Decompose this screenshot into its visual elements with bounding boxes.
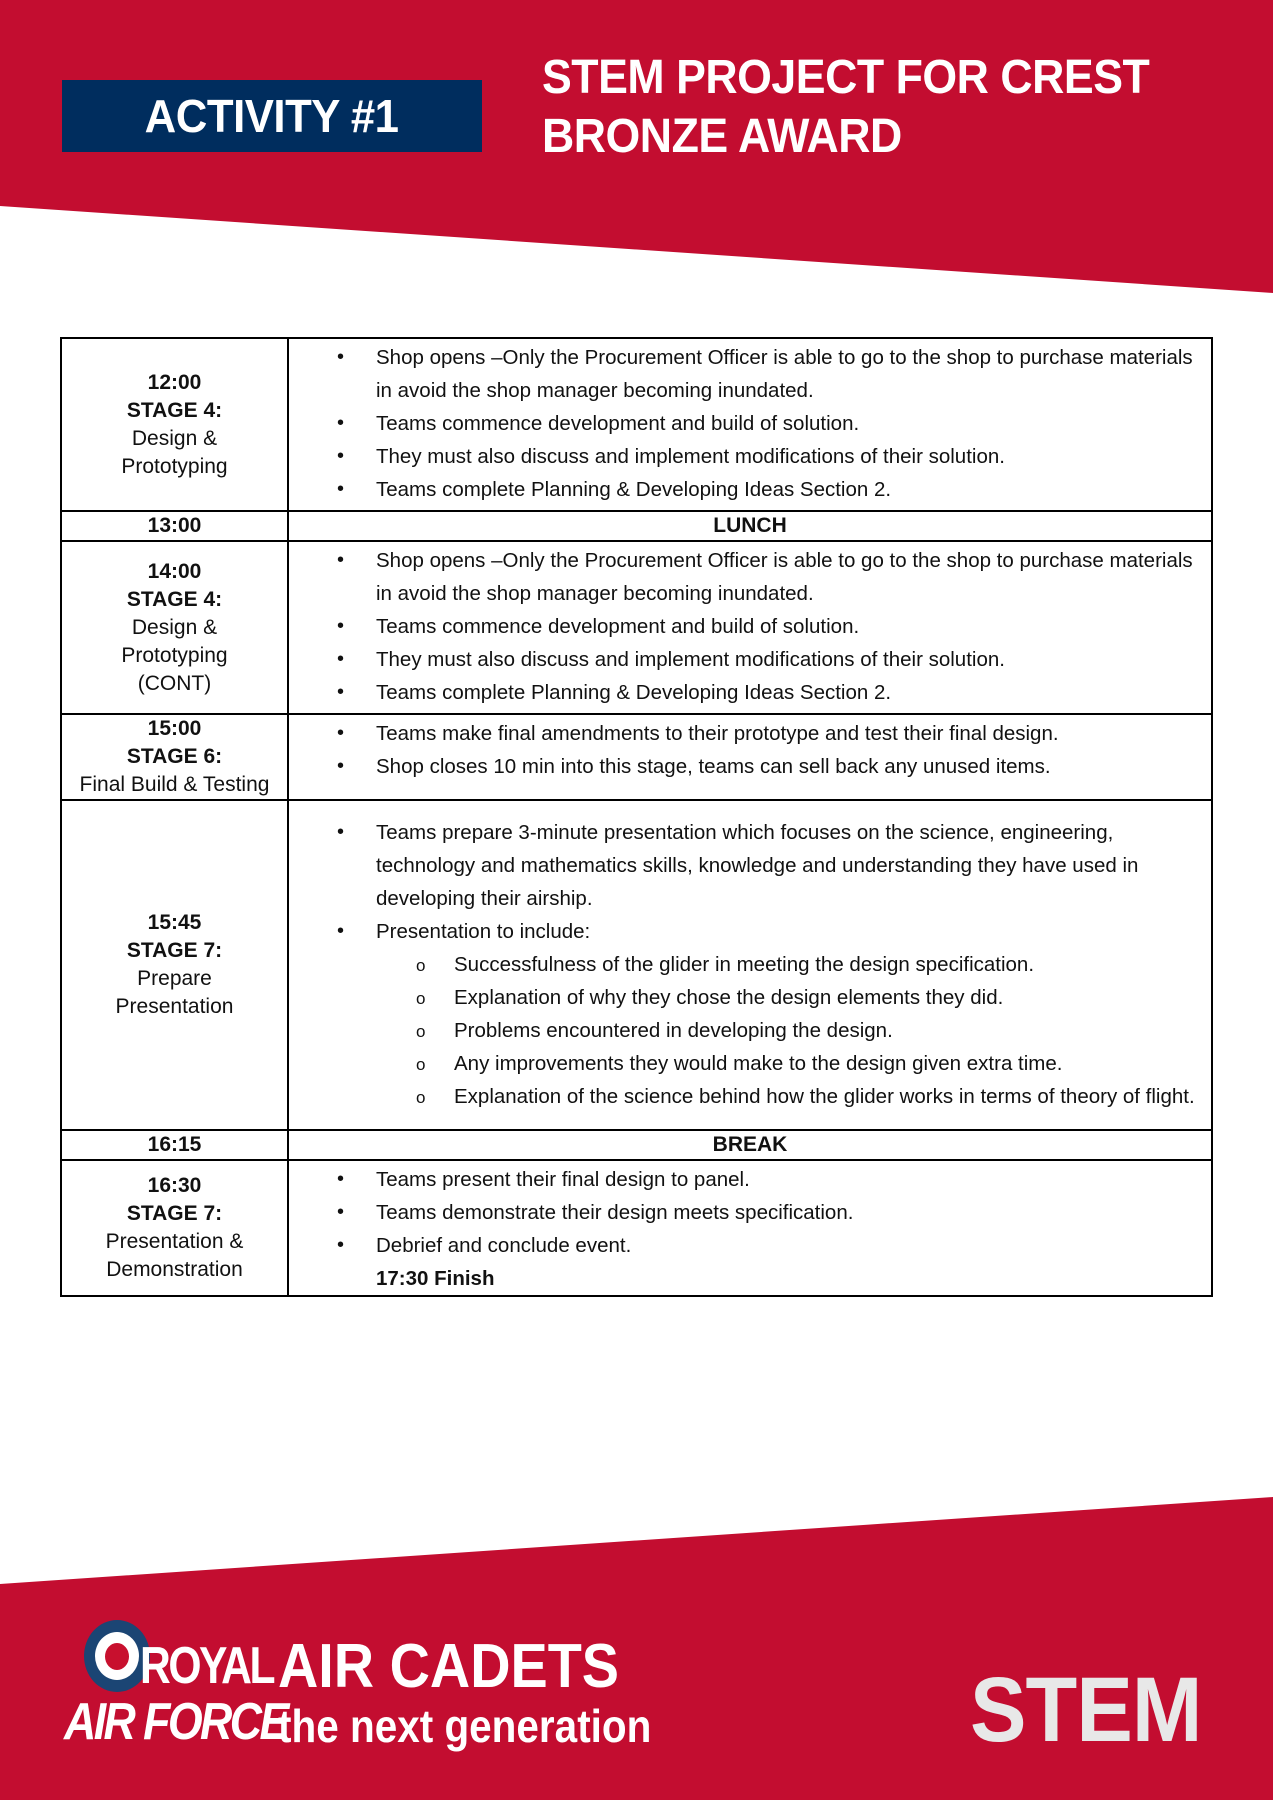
activity-list: [289, 1161, 1211, 1262]
time-cell: [61, 338, 288, 511]
list-item: • Teams prepare 3-minute presentation which focuses on the science, engineering, technology and mathematics skills, knowledge and understanding they have used in developing their airship.: [289, 816, 1203, 915]
stage-description: Final Build & Testing: [79, 773, 270, 796]
time-cell: [61, 541, 288, 714]
stage-description: Presentation &: [105, 1230, 244, 1253]
stage-description: Demonstration: [106, 1258, 243, 1281]
time-label: 16:30: [147, 1174, 202, 1197]
stage-description: Prepare: [137, 967, 212, 990]
stage-label: STAGE 6:: [126, 745, 223, 768]
activity-cell: [288, 714, 1212, 800]
break-label: LUNCH: [288, 511, 1212, 541]
list-item: • Shop opens –Only the Procurement Officer is able to go to the shop to purchase materials in avoid the shop manager becoming inundated.: [289, 544, 1203, 610]
sub-list-item: o Successfulness of the glider in meeting the design specification.: [376, 948, 1203, 981]
list-item: • Shop opens –Only the Procurement Officer is able to go to the shop to purchase materials in avoid the shop manager becoming inundated.: [289, 341, 1203, 407]
time-cell: [61, 1130, 288, 1160]
time-label: 14:00: [147, 559, 202, 583]
time-cell: [61, 714, 288, 800]
time-label: 15:45: [147, 911, 202, 934]
activity-list: [289, 715, 1211, 787]
activity-badge: [62, 80, 482, 152]
list-item: • Teams make final amendments to their prototype and test their final design.: [289, 717, 1203, 750]
page-title-line-1: STEM PROJECT FOR CREST: [542, 51, 1150, 104]
list-item: • They must also discuss and implement modifications of their solution.: [289, 643, 1203, 676]
sub-list-item: o Problems encountered in developing the design.: [376, 1014, 1203, 1047]
air-cadets-title: AIR CADETS: [278, 1632, 620, 1701]
stage-description: Prototyping: [121, 454, 228, 478]
raf-logo-royal: ROYAL: [140, 1637, 274, 1695]
table-row: [61, 1130, 1212, 1160]
sub-list-item: o Explanation of the science behind how the glider works in terms of theory of flight.: [376, 1080, 1203, 1113]
stage-description: Design &: [131, 615, 218, 639]
list-item-text: Presentation to include:: [376, 919, 591, 943]
table-row: [61, 541, 1212, 714]
activity-list: [289, 339, 1211, 510]
time-label: 16:15: [147, 1133, 202, 1156]
stage-description: (CONT): [137, 671, 212, 695]
stem-logo: STEM: [970, 1659, 1202, 1761]
time-label: 13:00: [147, 514, 202, 537]
finish-time: 17:30 Finish: [376, 1267, 495, 1290]
stage-description: Presentation: [115, 995, 234, 1018]
table-row: [61, 800, 1212, 1130]
stage-label: STAGE 7:: [126, 1202, 223, 1225]
list-item: • Teams present their final design to panel.: [289, 1163, 1203, 1196]
list-item: • Teams commence development and build of solution.: [289, 407, 1203, 440]
time-cell: [61, 1160, 288, 1296]
list-item: • Teams commence development and build of solution.: [289, 610, 1203, 643]
table-row: [61, 714, 1212, 800]
sub-list-item: o Any improvements they would make to the design given extra time.: [376, 1047, 1203, 1080]
time-cell: [61, 800, 288, 1130]
presentation-sublist: [376, 948, 1203, 1113]
list-item: • Teams complete Planning & Developing Ideas Section 2.: [289, 473, 1203, 506]
time-label: 12:00: [147, 370, 202, 394]
activity-cell: [288, 800, 1212, 1130]
activity-list: [289, 542, 1211, 713]
stage-label: STAGE 4:: [126, 587, 223, 611]
list-item: • Debrief and conclude event.: [289, 1229, 1203, 1262]
stage-description: Prototyping: [121, 643, 228, 667]
list-item: • Shop closes 10 min into this stage, teams can sell back any unused items.: [289, 750, 1203, 783]
page-title-line-2: BRONZE AWARD: [542, 110, 902, 163]
activity-cell: [288, 541, 1212, 714]
table-row: [61, 1160, 1212, 1296]
list-item: • Teams complete Planning & Developing Ideas Section 2.: [289, 676, 1203, 709]
stage-label: STAGE 4:: [126, 398, 223, 422]
activity-cell: [288, 1160, 1212, 1296]
table-row: [61, 338, 1212, 511]
stage-description: Design &: [131, 426, 218, 450]
time-cell: [61, 511, 288, 541]
activity-label: ACTIVITY #1: [145, 90, 399, 142]
stage-label: STAGE 7:: [126, 939, 223, 962]
sub-list-item: o Explanation of why they chose the design elements they did.: [376, 981, 1203, 1014]
activity-cell: [288, 338, 1212, 511]
schedule-table: [60, 337, 1213, 1297]
air-cadets-tagline: the next generation: [278, 1700, 652, 1752]
page-title: [542, 48, 1242, 166]
break-label: BREAK: [288, 1130, 1212, 1160]
list-item: [289, 915, 1203, 1113]
list-item: • Teams demonstrate their design meets specification.: [289, 1196, 1203, 1229]
activity-list: [289, 814, 1211, 1117]
list-item: • They must also discuss and implement modifications of their solution.: [289, 440, 1203, 473]
table-row: [61, 511, 1212, 541]
time-label: 15:00: [147, 717, 202, 740]
raf-logo-airforce: AIR FORCE: [64, 1693, 287, 1751]
